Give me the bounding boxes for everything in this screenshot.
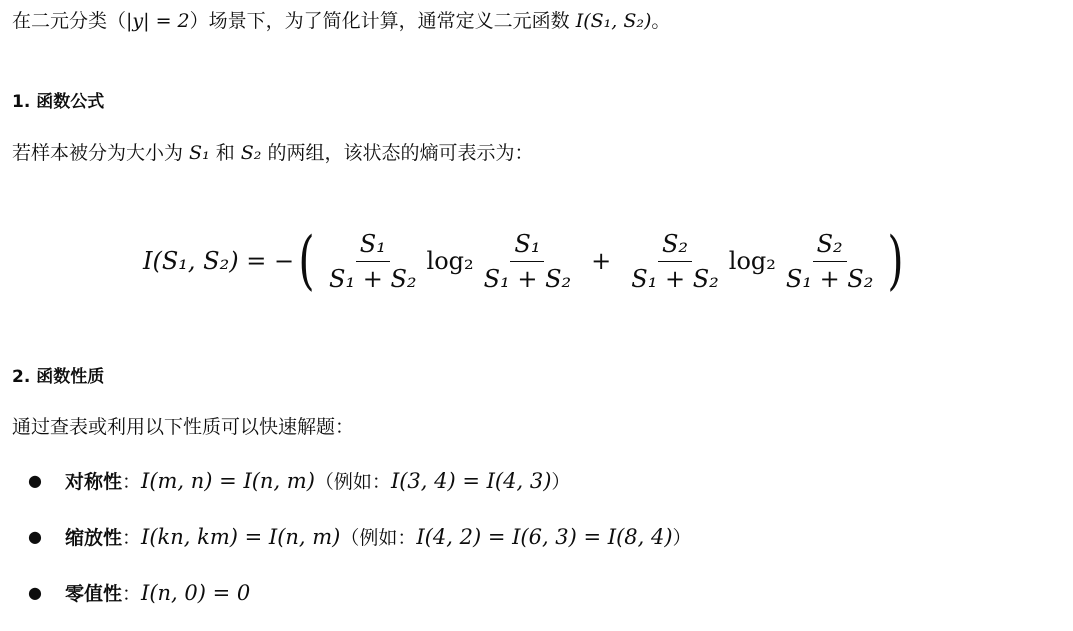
var-s2: S₂ <box>240 142 262 164</box>
property-name: 零值性 <box>65 583 123 605</box>
intro-paragraph <box>12 7 670 35</box>
var-s1: S₁ <box>189 142 210 164</box>
fraction-3-denominator: S₁ + S₂ <box>631 264 719 293</box>
formula-lhs: I(S₁, S₂) = − <box>143 247 295 275</box>
example-expression: I(4, 2) = I(6, 3) = I(8, 4) <box>416 525 673 549</box>
list-item <box>0 575 692 631</box>
bullet-icon: ● <box>28 527 42 546</box>
desc-prefix: 若样本被分为大小为 <box>12 142 190 164</box>
fraction-2-numerator: S₁ <box>510 229 544 262</box>
section-heading-formula: 1. 函数公式 <box>12 92 105 112</box>
property-expression: I(kn, km) = I(n, m) <box>141 525 341 549</box>
formula-description <box>12 139 533 167</box>
intro-mid: ）场景下，为了简化计算，通常定义二元函数 <box>189 10 576 32</box>
right-paren: ) <box>887 224 904 298</box>
property-colon: ： <box>122 471 142 493</box>
fraction-4-numerator: S₂ <box>813 229 847 262</box>
property-colon: ： <box>122 583 142 605</box>
fraction-1 <box>325 229 421 294</box>
intro-suffix: 。 <box>651 10 671 32</box>
entropy-formula <box>143 222 933 300</box>
fraction-2 <box>480 229 576 294</box>
bullet-icon: ● <box>28 583 42 602</box>
example-expression: I(3, 4) = I(4, 3) <box>390 469 552 493</box>
section-heading-properties: 2. 函数性质 <box>12 367 105 387</box>
property-name: 缩放性 <box>65 527 123 549</box>
property-name: 对称性 <box>65 471 123 493</box>
property-expression: I(n, 0) = 0 <box>141 581 251 605</box>
example-prefix: （例如： <box>340 527 417 549</box>
properties-list <box>0 463 692 631</box>
fraction-3-numerator: S₂ <box>658 229 692 262</box>
property-expression: I(m, n) = I(n, m) <box>141 469 315 493</box>
example-suffix: ） <box>551 471 571 493</box>
intro-condition: |y| = 2 <box>126 10 190 32</box>
fraction-1-numerator: S₁ <box>356 229 390 262</box>
log-2: log₂ <box>728 247 776 275</box>
fraction-2-denominator: S₁ + S₂ <box>483 264 572 293</box>
plus-operator: + <box>591 247 612 275</box>
desc-and: 和 <box>209 142 241 164</box>
left-paren: ( <box>298 224 315 298</box>
bullet-icon: ● <box>28 471 42 490</box>
list-item <box>0 519 692 575</box>
fraction-4 <box>782 229 878 294</box>
intro-prefix: 在二元分类（ <box>12 10 127 32</box>
intro-function: I(S₁, S₂) <box>575 10 652 32</box>
fraction-1-denominator: S₁ + S₂ <box>329 264 417 293</box>
desc-suffix: 的两组，该状态的熵可表示为： <box>261 142 534 164</box>
example-suffix: ） <box>672 527 692 549</box>
list-item <box>0 463 692 519</box>
log-1: log₂ <box>426 247 474 275</box>
property-colon: ： <box>122 527 142 549</box>
example-prefix: （例如： <box>314 471 391 493</box>
fraction-4-denominator: S₁ + S₂ <box>785 264 874 293</box>
properties-description: 通过查表或利用以下性质可以快速解题： <box>12 416 355 438</box>
fraction-3 <box>627 229 723 294</box>
